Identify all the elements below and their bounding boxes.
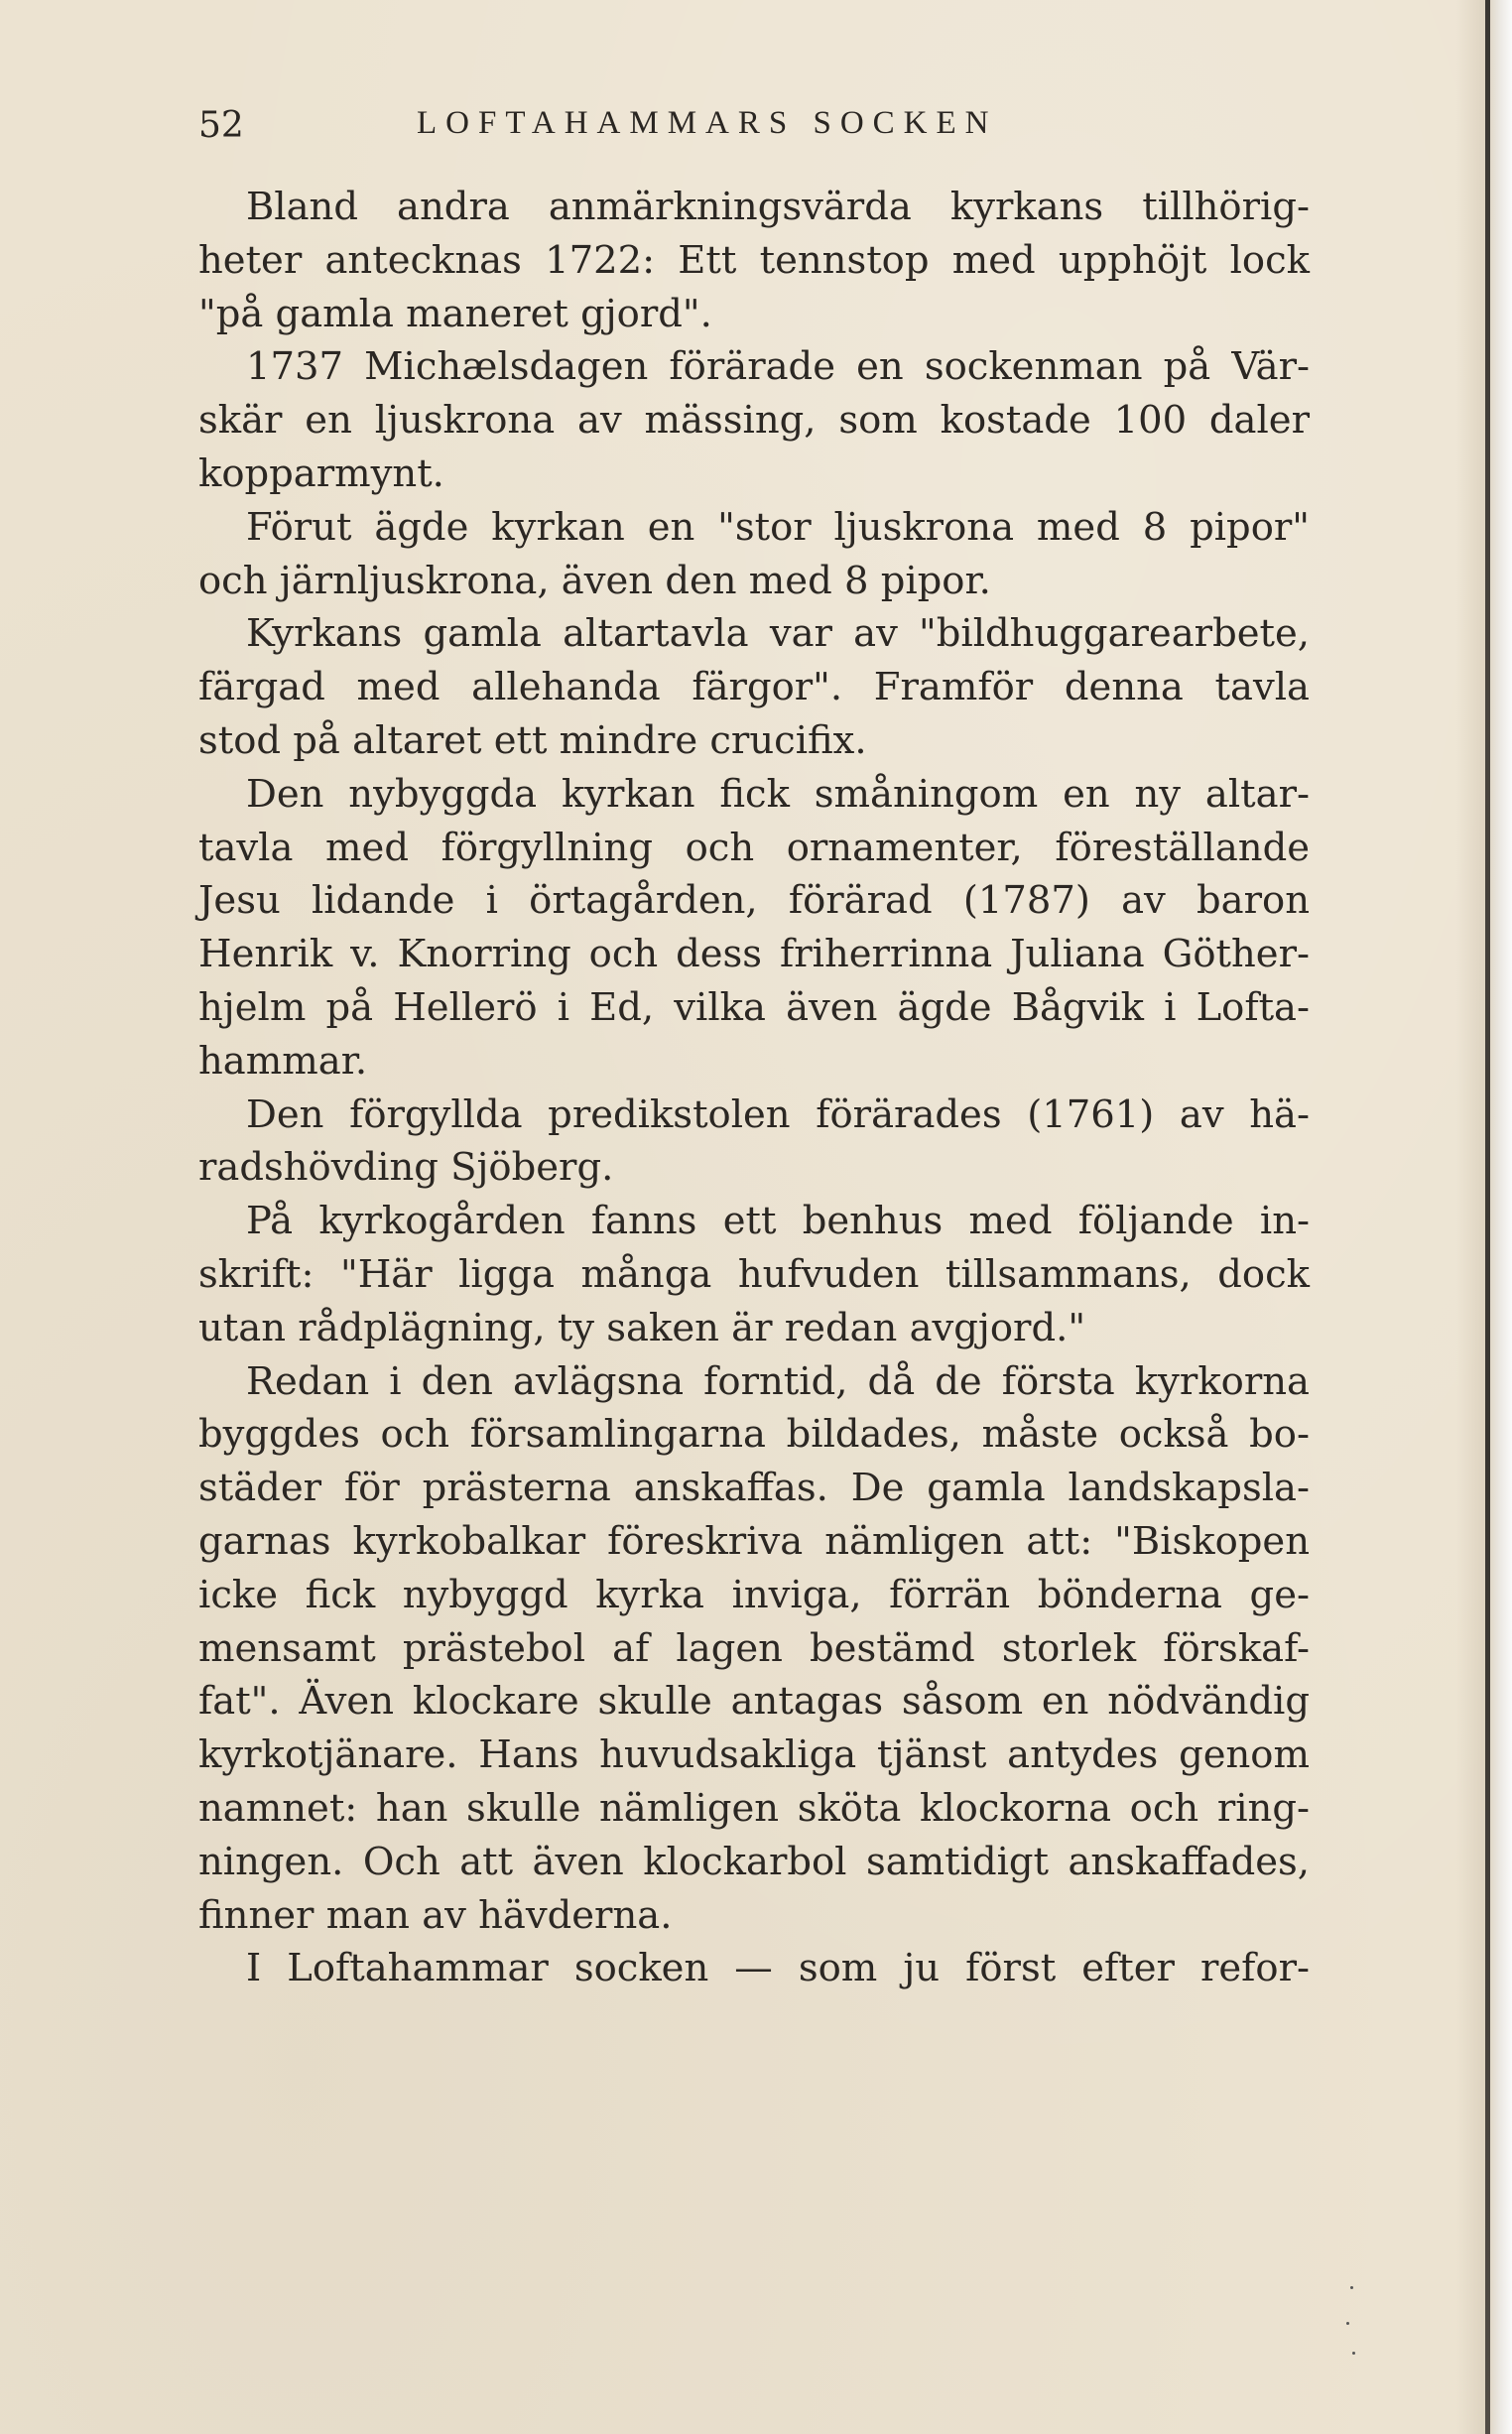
text-line: Redan i den avlägsna forntid, då de första kyrkorna: [246, 1358, 1310, 1404]
text-line: kopparmynt.: [198, 450, 444, 496]
text-line: och järnljuskrona, även den med 8 pipor.: [198, 558, 991, 603]
text-line: I Loftahammar socken — som ju först efter refor-: [246, 1946, 1310, 1991]
text-line: Jesu lidande i örtagården, förärad (1787) av baron: [198, 878, 1310, 924]
text-line: Bland andra anmärkningsvärda kyrkans tillhörig-: [246, 185, 1310, 229]
text-line: stod på altaret ett mindre crucifix.: [198, 717, 867, 763]
running-title: LOFTAHAMMARS SOCKEN: [417, 105, 998, 141]
text-line: hammar.: [198, 1038, 368, 1084]
text-line: radshövding Sjöberg.: [198, 1145, 614, 1191]
text-line: icke fick nybyggd kyrka inviga, förrän bönderna ge-: [198, 1572, 1310, 1617]
text-line: Den nybyggda kyrkan fick småningom en ny altar-: [246, 771, 1310, 817]
text-line: utan rådplägning, ty saken är redan avgjord.": [198, 1305, 1086, 1350]
text-line: skrift: "Här ligga många hufvuden tillsammans, dock: [198, 1251, 1310, 1297]
running-header: [198, 105, 1310, 155]
text-line: finner man av hävderna.: [198, 1892, 673, 1938]
text-line: ningen. Och att även klockarbol samtidigt anskaffades,: [198, 1839, 1310, 1884]
text-line: mensamt prästebol af lagen bestämd storlek förskaf-: [198, 1625, 1310, 1671]
paper-specks: [1344, 2282, 1364, 2362]
text-line: heter antecknas 1722: Ett tennstop med upphöjt lock: [198, 237, 1310, 283]
text-line: fat". Även klockare skulle antagas såsom en nödvändig: [198, 1679, 1310, 1725]
text-line: 1737 Michælsdagen förärade en sockenman på Vär-: [246, 344, 1310, 390]
text-line: hjelm på Hellerö i Ed, vilka även ägde Bågvik i Lofta-: [198, 984, 1310, 1030]
body-text: [198, 181, 1310, 1995]
text-line: Henrik v. Knorring och dess friherrinna Juliana Göther-: [198, 932, 1310, 977]
text-line: skär en ljuskrona av mässing, som kostade 100 daler: [198, 398, 1310, 444]
page-edge-shadow: [1456, 0, 1512, 2434]
text-line: Förut ägde kyrkan en "stor ljuskrona med 8 pipor": [246, 504, 1310, 550]
text-line: "på gamla maneret gjord".: [198, 291, 712, 336]
text-line: städer för prästerna anskaffas. De gamla landskapsla-: [198, 1466, 1310, 1511]
text-line: Kyrkans gamla altartavla var av "bildhuggarearbete,: [246, 611, 1310, 657]
text-line: namnet: han skulle nämligen sköta klockorna och ring-: [198, 1785, 1310, 1831]
paper-speck: [1346, 2322, 1349, 2325]
paper-speck: [1352, 2352, 1355, 2355]
text-line: byggdes och församlingarna bildades, måste också bo-: [198, 1412, 1310, 1458]
page-binding-edge: [1485, 0, 1490, 2434]
text-line: Den förgyllda predikstolen förärades (1761) av hä-: [246, 1091, 1310, 1137]
text-line: kyrkotjänare. Hans huvudsakliga tjänst antydes genom: [198, 1732, 1310, 1778]
page-number: 52: [198, 105, 244, 146]
paper-speck: [1350, 2286, 1353, 2289]
text-line: tavla med förgyllning och ornamenter, föreställande: [198, 825, 1310, 870]
text-line: På kyrkogården fanns ett benhus med följande in-: [246, 1199, 1310, 1244]
text-line: färgad med allehanda färgor". Framför denna tavla: [198, 665, 1310, 710]
text-line: garnas kyrkobalkar föreskriva nämligen att: "Biskopen: [198, 1518, 1310, 1564]
